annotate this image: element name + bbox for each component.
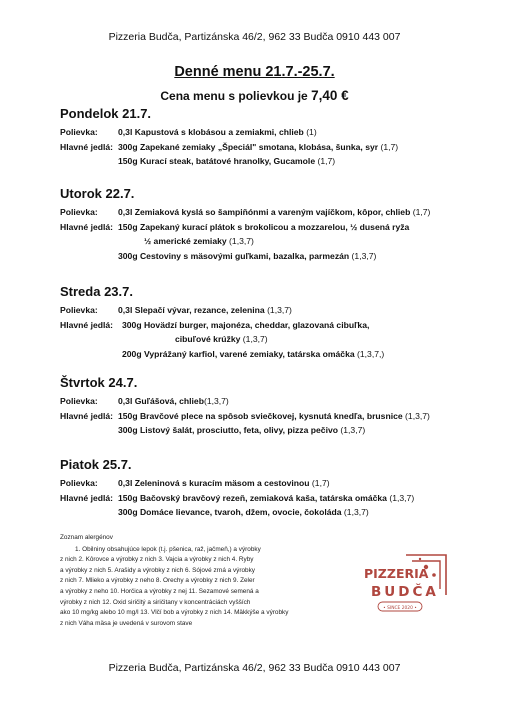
main-row (60, 493, 490, 508)
logo-since-text: • SINCE 2020 • (383, 605, 417, 611)
main-row (60, 320, 490, 335)
day-name: Utorok 22.7. (60, 186, 135, 201)
soup-dish: 0,3l Zeleninová s kuracím mäsom a cestovinou (1,7) (118, 478, 330, 488)
main-row (60, 222, 490, 237)
footer-contact: Pizzeria Budča, Partizánska 46/2, 962 33 Budča 0910 443 007 (108, 662, 401, 674)
day-name: Štvrtok 24.7. (60, 375, 138, 390)
allergen-line: výrobky z nich 12. Oxid siričitý a siričitany v koncentráciách vyšších (60, 598, 251, 606)
day-name: Pondelok 21.7. (60, 106, 152, 121)
soup-dish: 0,3l Guľášová, chlieb(1,3,7) (118, 396, 229, 406)
main-dish: 150g Bravčové plece na spôsob sviečkovej, kysnutá knedľa, brusnice (1,3,7) (118, 410, 430, 421)
allergen-line: z nich 7. Mlieko a výrobky z neho 8. Orechy a výrobky z nich 9. Zeler (60, 577, 255, 585)
allergen-codes: (1,7) (412, 207, 431, 217)
main-label: Hlavné jedlá: (60, 410, 114, 421)
header-contact: Pizzeria Budča, Partizánska 46/2, 962 33 Budča 0910 443 007 (108, 31, 401, 43)
allergen-codes: (1,3,7) (229, 236, 254, 246)
main-row (60, 411, 490, 426)
menu-title: Denné menu 21.7.-25.7. (174, 64, 335, 80)
main-dish: 150g Bačovský bravčový rezeň, zemiaková kaša, tatárska omáčka (1,3,7) (118, 492, 415, 503)
soup-label: Polievka: (60, 127, 98, 137)
main-label: Hlavné jedlá: (60, 141, 114, 152)
main-row (60, 251, 490, 266)
soup-label: Polievka: (60, 207, 98, 217)
main-row (60, 425, 490, 440)
main-dish: 150g Zapekaný kurací plátok s brokolicou a mozzarelou, ½ dusená ryža (118, 221, 410, 232)
allergen-codes: (1,3,7) (343, 507, 369, 517)
day-name: Streda 23.7. (60, 284, 133, 299)
day-thursday (60, 375, 490, 440)
day-monday (60, 106, 490, 171)
main-dish: 300g Domáce lievance, tvaroh, džem, ovocie, čokoláda (1,3,7) (118, 507, 369, 517)
allergen-codes: (1,3,7) (242, 334, 268, 344)
menu-price-line (0, 88, 509, 103)
allergen-codes: (1,3,7) (203, 396, 229, 406)
soup-dish: 0,3l Slepačí vývar, rezance, zelenina (1,3,7) (118, 305, 292, 315)
main-dish: 300g Cestoviny s mäsovými guľkami, bazalka, parmezán (1,3,7) (118, 250, 377, 261)
main-dish: 300g Listový šalát, prosciutto, feta, olivy, pizza pečivo (1,3,7) (118, 425, 366, 435)
allergen-line: 1. Obilniny obsahujúce lepok (t.j. pšenica, raž, jačmeň,) a výrobky (75, 545, 261, 553)
price-value: 7,40 € (311, 88, 349, 103)
main-row (60, 507, 490, 522)
allergen-line: a výrobky z neho 10. Horčica a výrobky z nej 11. Sezamové semená a (60, 587, 259, 595)
price-label: Cena menu s polievkou je (160, 89, 312, 103)
allergen-codes: (1,3,7) (351, 250, 377, 261)
allergen-codes: (1,3,7) (389, 492, 415, 503)
allergen-codes: (1,3,7) (405, 410, 430, 421)
allergen-heading: Zoznam alergénov (60, 534, 113, 541)
main-dish: 300g Hovädzí burger, majonéza, cheddar, glazovaná cibuľka, (122, 319, 370, 330)
main-row (60, 156, 490, 171)
main-row (60, 349, 490, 364)
allergen-codes: (1,3,7,) (357, 348, 385, 359)
allergen-codes: (1,7) (380, 141, 399, 152)
day-friday (60, 457, 490, 522)
soup-row (60, 127, 490, 142)
allergen-codes: (1,7) (317, 156, 336, 166)
main-label: Hlavné jedlá: (60, 221, 114, 232)
soup-label: Polievka: (60, 478, 98, 488)
soup-dish: 0,3l Kapustová s klobásou a zemiakmi, chlieb (1) (118, 127, 317, 137)
soup-dish: 0,3l Zemiaková kyslá so šampiňónmi a vareným vajíčkom, kôpor, chlieb (1,7) (118, 207, 431, 217)
allergen-line: a výrobky z nich 5. Arašidy a výrobky z nich 6. Sójové zrná a výrobky (60, 566, 255, 574)
logo-text-line2: BUDČA (371, 584, 439, 600)
day-wednesday (60, 284, 490, 363)
main-dish-continued: ½ americké zemiaky (1,3,7) (144, 236, 254, 246)
allergen-codes: (1,7) (311, 478, 330, 488)
allergen-codes: (1,3,7) (340, 425, 366, 435)
pizzeria-logo (362, 551, 448, 627)
soup-label: Polievka: (60, 396, 98, 406)
main-row (60, 142, 490, 157)
allergen-codes: (1) (306, 127, 317, 137)
allergen-list (60, 533, 350, 629)
main-row (60, 334, 490, 349)
soup-label: Polievka: (60, 305, 98, 315)
soup-row (60, 207, 490, 222)
main-label: Hlavné jedlá: (60, 319, 114, 330)
allergen-line: z nich Váha mäsa je uvedená v surovom stave (60, 619, 193, 627)
main-dish-continued: cibuľové krúžky (1,3,7) (175, 334, 268, 344)
day-tuesday (60, 186, 490, 265)
soup-row (60, 396, 490, 411)
allergen-line: ako 10 mg/kg alebo 10 mg/l 13. Vlčí bob a výrobky z nich 14. Mäkkýše a výrobky (60, 609, 289, 617)
main-label: Hlavné jedlá: (60, 492, 114, 503)
soup-row (60, 305, 490, 320)
main-row (60, 236, 490, 251)
allergen-line: z nich 2. Kôrovce a výrobky z nich 3. Vajcia a výrobky z nich 4. Ryby (60, 556, 254, 564)
logo-text-line1: PIZZERIA (364, 566, 429, 581)
allergen-codes: (1,3,7) (267, 305, 292, 315)
main-dish: 150g Kurací steak, batátové hranolky, Gucamole (1,7) (118, 156, 336, 166)
main-dish: 300g Zapekané zemiaky „Špeciál" smotana, klobása, šunka, syr (1,7) (118, 141, 399, 152)
soup-row (60, 478, 490, 493)
main-dish: 200g Vyprážaný karfiol, varené zemiaky, tatárska omáčka (1,3,7,) (122, 348, 385, 359)
day-name: Piatok 25.7. (60, 457, 132, 472)
